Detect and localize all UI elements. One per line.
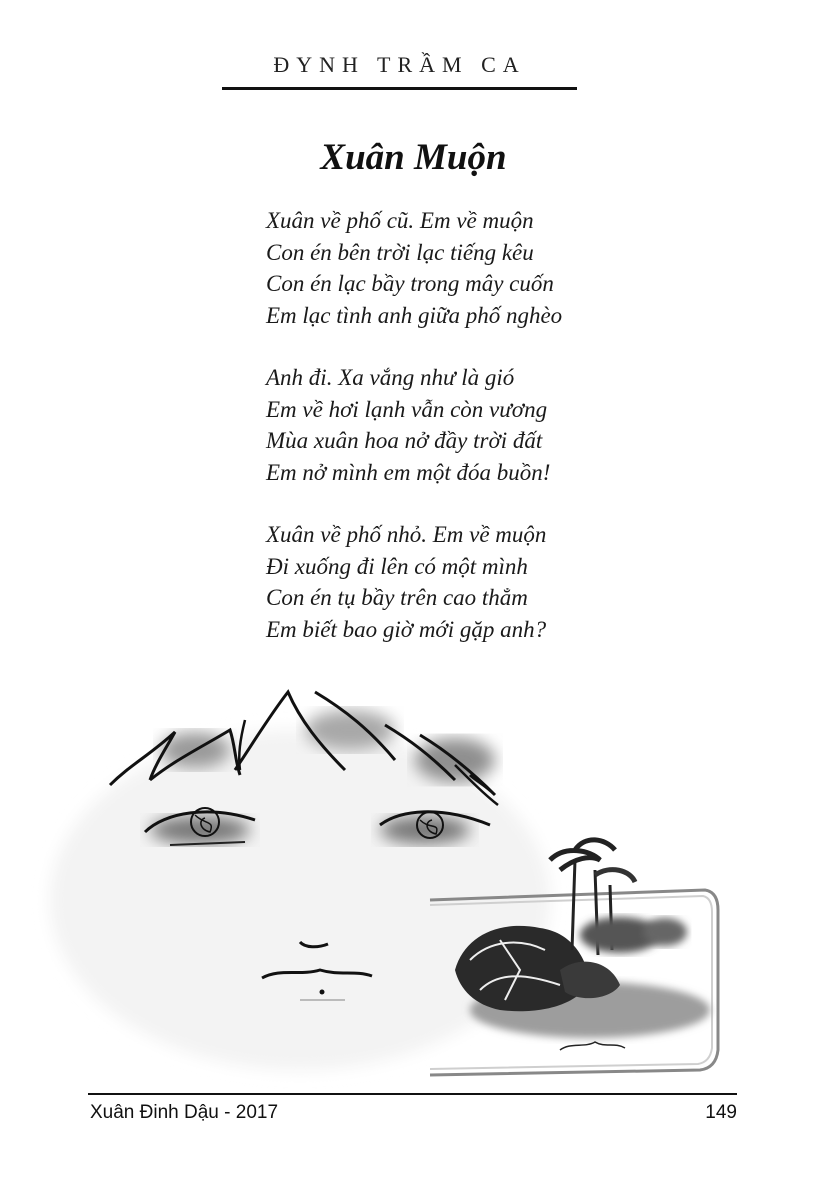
stanza-3 — [266, 519, 546, 645]
header-divider — [222, 87, 577, 90]
author-header: ĐYNH TRẦM CA — [273, 52, 526, 77]
poem-line: Con én lạc bầy trong mây cuốn — [266, 271, 554, 296]
poem-line: Em về hơi lạnh vẫn còn vương — [266, 396, 548, 422]
footer-issue: Xuân Đinh Dậu - 2017 — [90, 1102, 279, 1123]
poem-line: Em nở mình em một đóa buồn! — [266, 459, 551, 485]
poem-line: Anh đi. Xa vắng như là gió — [266, 365, 515, 390]
ink-sketch-illustration — [0, 670, 827, 1090]
page-number: 149 — [705, 1102, 737, 1123]
poem-line: Em lạc tình anh giữa phố nghèo — [266, 302, 563, 328]
poem-line: Em biết bao giờ mới gặp anh? — [266, 616, 547, 642]
stanza-2 — [266, 362, 550, 488]
poem-line: Mùa xuân hoa nở đầy trời đất — [266, 428, 543, 453]
footer-divider — [88, 1093, 737, 1095]
poem-line: Con én tụ bầy trên cao thẳm — [266, 585, 528, 610]
stanza-1 — [266, 205, 562, 331]
poem-line: Xuân về phố nhỏ. Em về muộn — [266, 522, 547, 547]
poem-line: Con én bên trời lạc tiếng kêu — [266, 239, 534, 265]
poem-line: Xuân về phố cũ. Em về muộn — [266, 208, 534, 233]
poem-title: Xuân Muộn — [320, 137, 507, 178]
poem-line: Đi xuống đi lên có một mình — [266, 553, 528, 579]
